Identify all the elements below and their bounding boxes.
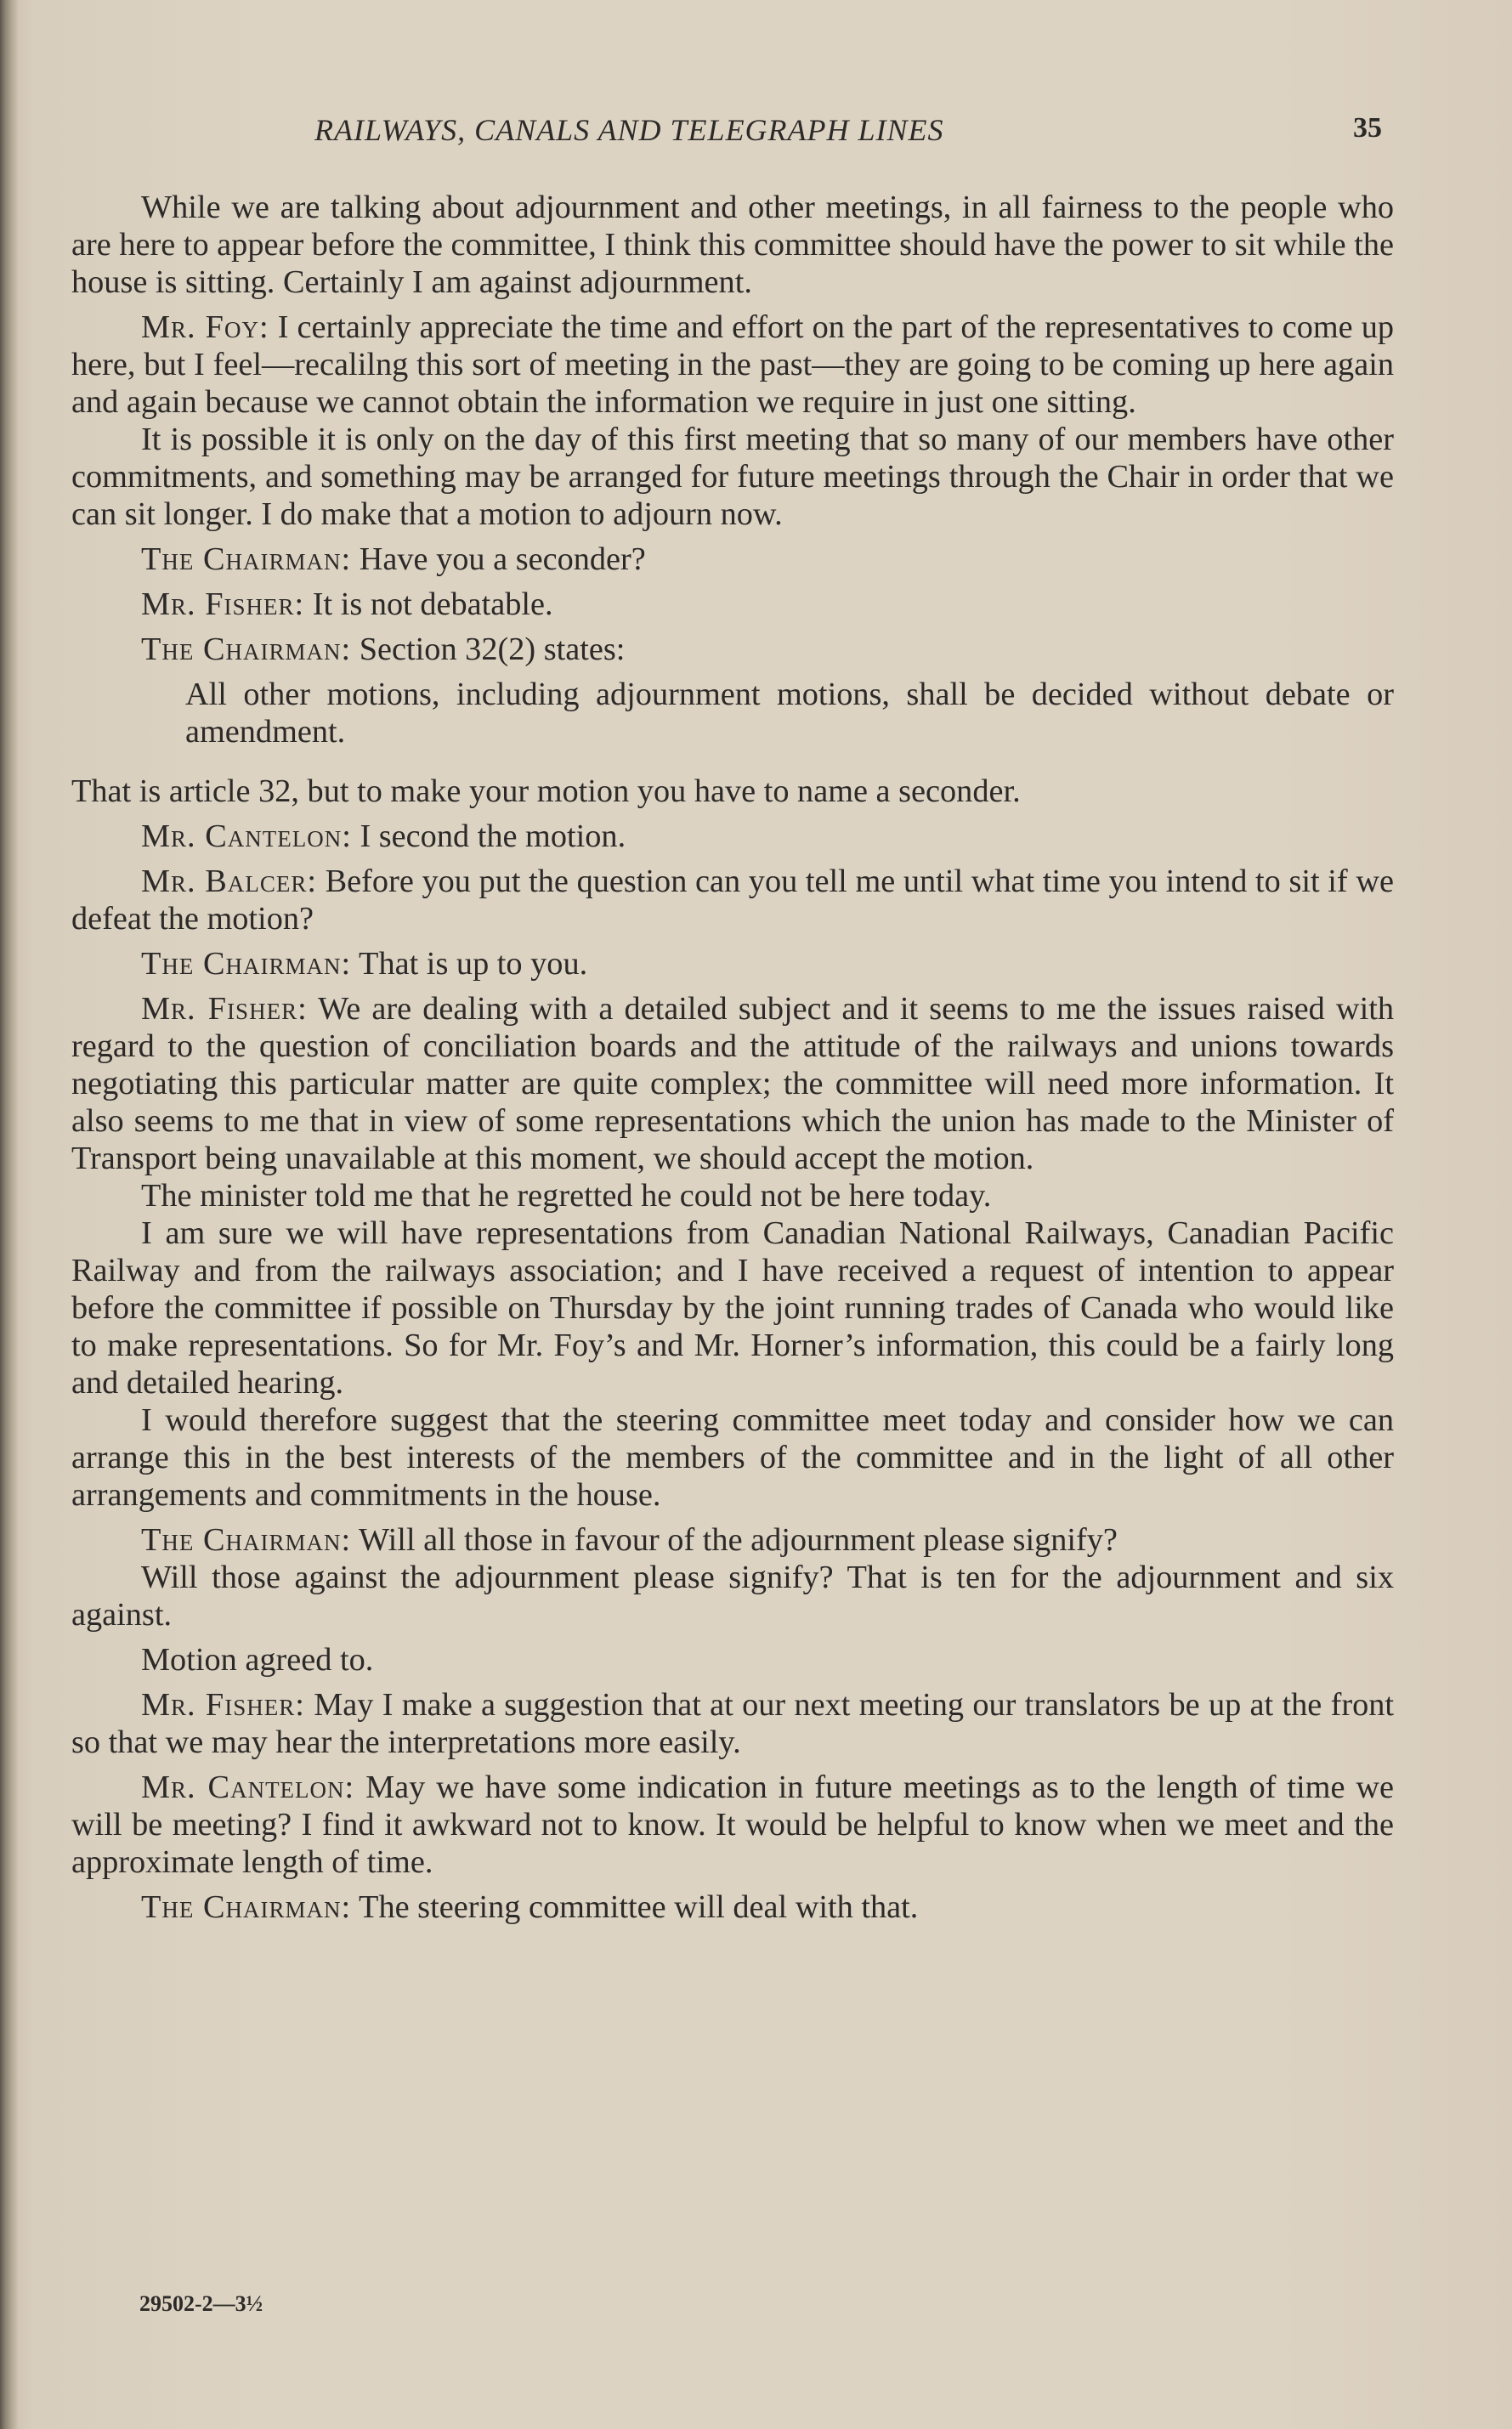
paragraph: Mr. Cantelon: I second the motion. bbox=[141, 818, 626, 854]
paragraph: Mr. Balcer: Before you put the question can you tell me until what time you intend to sit if we defeat the motion? bbox=[71, 863, 1394, 937]
speaker-name: Mr. Fisher: bbox=[141, 991, 308, 1027]
speaker-name: Mr. Cantelon: bbox=[141, 818, 352, 854]
speaker-name: Mr. Cantelon: bbox=[141, 1769, 355, 1805]
printer-code: 29502-2—3½ bbox=[139, 2291, 263, 2316]
transcript-body bbox=[71, 189, 1394, 1926]
paragraph: The Chairman: The steering committee will deal with that. bbox=[141, 1889, 919, 1925]
paragraph: The Chairman: Section 32(2) states: bbox=[141, 631, 626, 667]
book-spine-shadow bbox=[0, 0, 19, 2429]
speaker-name: The Chairman: bbox=[141, 1522, 352, 1558]
paragraph: That is article 32, but to make your motion you have to name a seconder. bbox=[71, 773, 1021, 809]
paragraph: Mr. Cantelon: May we have some indication in future meetings as to the length of time we will be meeting? I find it awkward not to know. It would be helpful to know when we meet and the approximate length of time. bbox=[71, 1769, 1394, 1880]
paragraph: The Chairman: That is up to you. bbox=[141, 946, 588, 982]
paragraph: I am sure we will have representations from Canadian National Railways, Canadian Pacific Railway and from the railways association; and I have received a request of intention to appear before the committee if possible on Thursday by the joint running trades of Canada who would like to make representations. So for Mr. Foy’s and Mr. Horner’s information, this could be a fairly long and detailed hearing. bbox=[71, 1215, 1394, 1401]
paragraph: The Chairman: Have you a seconder? bbox=[141, 541, 646, 577]
paragraph: While we are talking about adjournment and other meetings, in all fairness to the people who are here to appear before the committee, I think this committee should have the power to sit while the house is sitting. Certainly I am against adjournment. bbox=[71, 190, 1394, 300]
speaker-name: Mr. Balcer: bbox=[141, 863, 317, 899]
paragraph: Motion agreed to. bbox=[141, 1642, 374, 1678]
speaker-name: Mr. Fisher: bbox=[141, 586, 305, 622]
speaker-name: The Chairman: bbox=[141, 541, 352, 577]
running-header: RAILWAYS, CANALS AND TELEGRAPH LINES bbox=[314, 113, 944, 147]
quoted-rule: All other motions, including adjournment motions, shall be decided without debate or amendment. bbox=[185, 677, 1394, 750]
page-number: 35 bbox=[1353, 112, 1382, 144]
speaker-name: Mr. Fisher: bbox=[141, 1687, 305, 1723]
paragraph: Mr. Fisher: It is not debatable. bbox=[141, 586, 553, 622]
paragraph: The minister told me that he regretted he could not be here today. bbox=[141, 1178, 992, 1214]
speaker-name: Mr. Foy: bbox=[141, 309, 269, 345]
paragraph: I would therefore suggest that the steering committee meet today and consider how we can arrange this in the best interests of the members of the committee and in the light of all other arrangements and commitments in the house. bbox=[71, 1402, 1394, 1513]
paragraph: Will those against the adjournment please signify? That is ten for the adjournment and six against. bbox=[71, 1560, 1394, 1633]
speaker-name: The Chairman: bbox=[141, 946, 352, 982]
paragraph: Mr. Fisher: May I make a suggestion that at our next meeting our translators be up at the front so that we may hear the interpretations more easily. bbox=[71, 1687, 1395, 1760]
paragraph: It is possible it is only on the day of this first meeting that so many of our members have other commitments, and something may be arranged for future meetings through the Chair in order that we can sit longer. I do make that a motion to adjourn now. bbox=[71, 422, 1394, 532]
paragraph: Mr. Foy: I certainly appreciate the time and effort on the part of the representatives to come up here, but I feel—recalilng this sort of meeting in the past—they are going to be coming up here again and again because we cannot obtain the information we require in just one sitting. bbox=[71, 309, 1394, 420]
speaker-name: The Chairman: bbox=[141, 631, 352, 667]
paragraph: The Chairman: Will all those in favour of the adjournment please signify? bbox=[141, 1522, 1118, 1558]
paragraph: Mr. Fisher: We are dealing with a detailed subject and it seems to me the issues raised with regard to the question of conciliation boards and the attitude of the railways and unions towards negotiating this particular matter are quite complex; the committee will need more information. It also seems to me that in view of some representations which the union has made to the Minister of Transport being unavailable at this moment, we should accept the motion. bbox=[71, 991, 1394, 1176]
speaker-name: The Chairman: bbox=[141, 1889, 352, 1925]
